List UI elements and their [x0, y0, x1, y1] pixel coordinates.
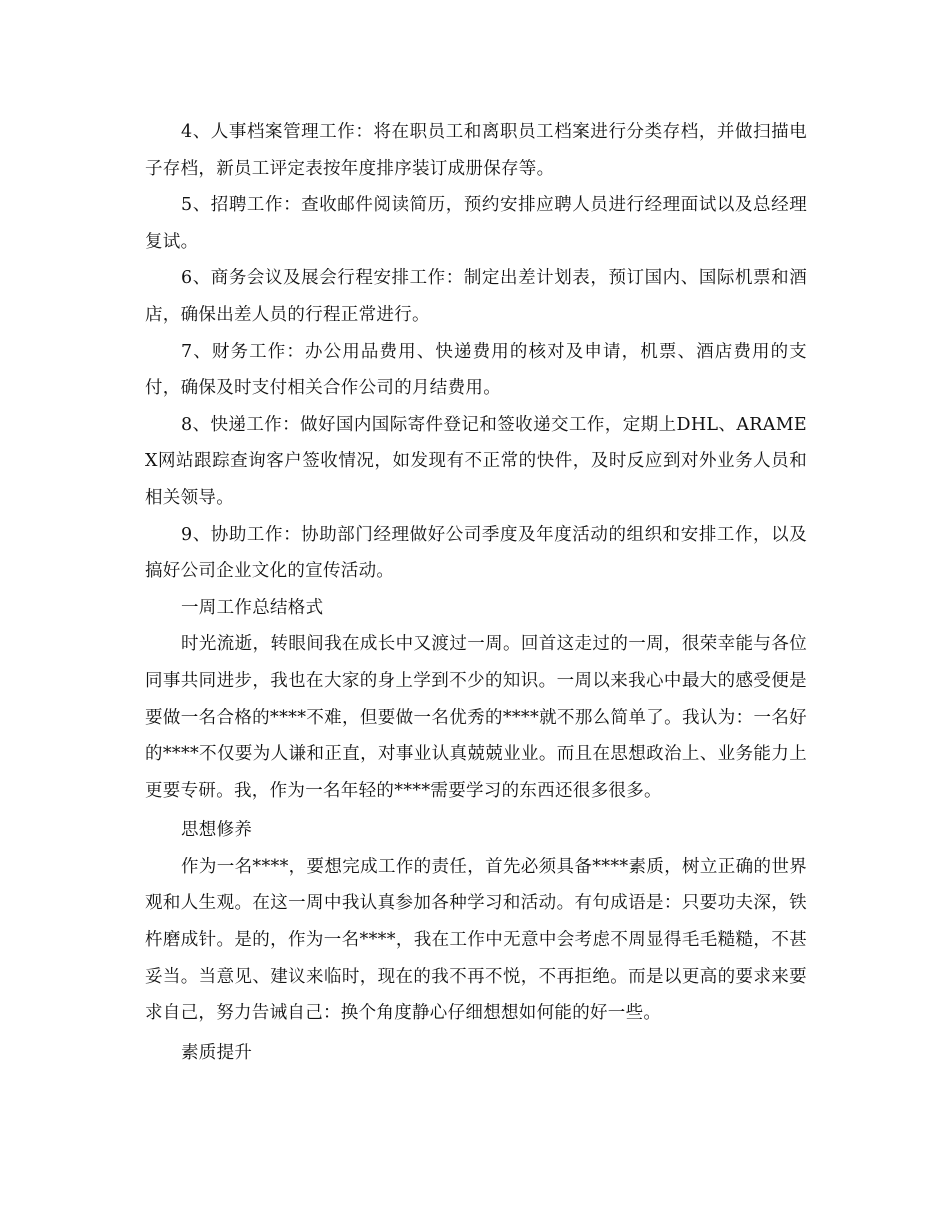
paragraph-recruitment: 5、招聘工作：查收邮件阅读简历，预约安排应聘人员进行经理面试以及总经理复试。 — [145, 195, 807, 252]
paragraph-ideological-cultivation: 作为一名****，要想完成工作的责任，首先必须具备****素质，树立正确的世界观和人生观。在这一周中我认真参加各种学习和活动。有句成语是：只要功夫深，铁杵磨成针。是的，作为一名****，我在工作中无意中会考虑不周显得毛毛糙糙，不甚妥当。当意见、建议来临时，现在的我不再不悦，不再拒绝。而是以更高的要求来要求自己，努力告诫自己：换个角度静心仔细想想如何能的好一些。 — [145, 856, 807, 1024]
paragraph-assistance: 9、协助工作：协助部门经理做好公司季度及年度活动的组织和安排工作，以及搞好公司企业文化的宣传活动。 — [145, 524, 807, 582]
section-heading-quality-improvement: 素质提升 — [181, 1042, 253, 1063]
paragraph-express-delivery: 8、快递工作：做好国内国际寄件登记和签收递交工作，定期上DHL、ARAMEX网站跟踪查询客户签收情况，如发现有不正常的快件，及时反应到对外业务人员和相关领导。 — [145, 414, 807, 508]
section-heading-ideological-cultivation: 思想修养 — [181, 820, 253, 841]
paragraph-business-meetings: 6、商务会议及展会行程安排工作：制定出差计划表，预订国内、国际机票和酒店，确保出差人员的行程正常进行。 — [145, 268, 807, 325]
paragraph-finance: 7、财务工作：办公用品费用、快递费用的核对及申请，机票、酒店费用的支付，确保及时支付相关合作公司的月结费用。 — [145, 341, 807, 399]
paragraph-weekly-summary-intro: 时光流逝，转眼间我在成长中又渡过一周。回首这走过的一周，很荣幸能与各位同事共同进步，我也在大家的身上学到不少的知识。一周以来我心中最大的感受便是要做一名合格的****不难，但要做一名优秀的****就不那么简单了。我认为：一名好的****不仅要为人谦和正直，对事业认真兢兢业业。而且在思想政治上、业务能力上更要专研。我，作为一名年轻的****需要学习的东西还很多很多。 — [145, 634, 807, 801]
document-body — [145, 114, 807, 1071]
section-heading-weekly-summary-format: 一周工作总结格式 — [181, 597, 324, 618]
paragraph-personnel-files: 4、人事档案管理工作：将在职员工和离职员工档案进行分类存档，并做扫描电子存档，新员工评定表按年度排序装订成册保存等。 — [145, 122, 807, 179]
